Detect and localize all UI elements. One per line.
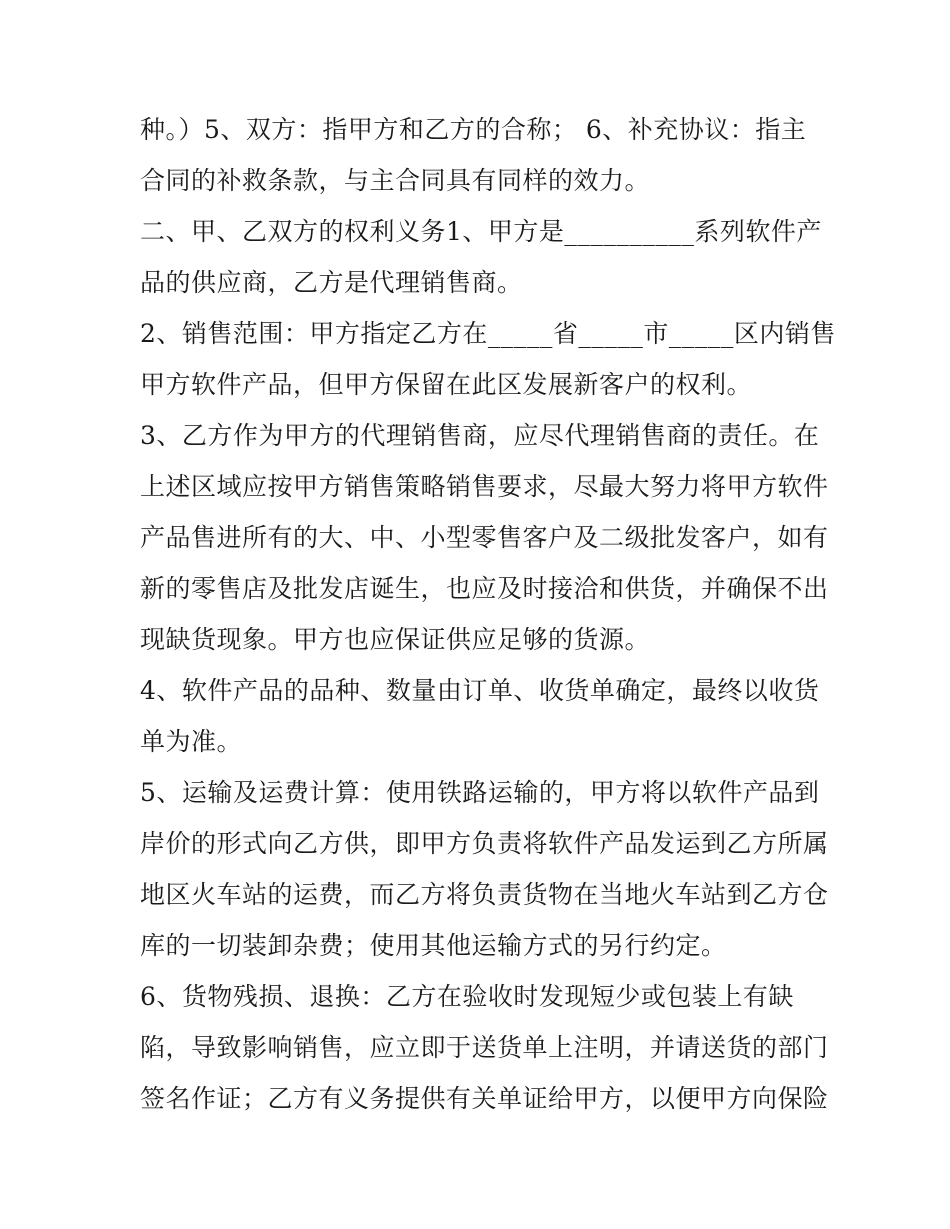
text-line: 4、软件产品的品种、数量由订单、收货单确定，最终以收货 bbox=[140, 676, 820, 705]
text-line: 新的零售店及批发店诞生，也应及时接洽和供货，并确保不出 bbox=[140, 574, 829, 603]
text-line: 上述区域应按甲方销售策略销售要求，尽最大努力将甲方软件 bbox=[140, 472, 829, 501]
text-line: 库的一切装卸杂费；使用其他运输方式的另行约定。 bbox=[140, 931, 727, 960]
text-line: 陷，导致影响销售，应立即于送货单上注明，并请送货的部门 bbox=[140, 1033, 829, 1062]
text-line: 地区火车站的运费，而乙方将负责货物在当地火车站到乙方仓 bbox=[140, 880, 829, 909]
text-line: 5、运输及运费计算：使用铁路运输的，甲方将以软件产品到 bbox=[140, 778, 820, 807]
text-line: 签名作证；乙方有义务提供有关单证给甲方，以便甲方向保险 bbox=[140, 1084, 829, 1113]
text-line: 2、销售范围：甲方指定乙方在_____省_____市_____区内销售 bbox=[140, 319, 836, 348]
text-line: 现缺货现象。甲方也应保证供应足够的货源。 bbox=[140, 625, 651, 654]
text-line: 种。）5、双方：指甲方和乙方的合称； 6、补充协议：指主 bbox=[140, 115, 807, 144]
text-line: 二、甲、乙双方的权利义务1、甲方是__________系列软件产 bbox=[140, 217, 822, 246]
document-body bbox=[140, 104, 836, 1124]
text-line: 品的供应商，乙方是代理销售商。 bbox=[140, 268, 523, 297]
text-line: 6、货物残损、退换：乙方在验收时发现短少或包装上有缺 bbox=[140, 982, 794, 1011]
text-line: 3、乙方作为甲方的代理销售商，应尽代理销售商的责任。在 bbox=[140, 421, 820, 450]
text-line: 甲方软件产品，但甲方保留在此区发展新客户的权利。 bbox=[140, 370, 753, 399]
text-line: 产品售进所有的大、中、小型零售客户及二级批发客户，如有 bbox=[140, 523, 829, 552]
text-line: 合同的补救条款，与主合同具有同样的效力。 bbox=[140, 166, 651, 195]
text-line: 单为准。 bbox=[140, 727, 243, 756]
text-line: 岸价的形式向乙方供，即甲方负责将软件产品发运到乙方所属 bbox=[140, 829, 829, 858]
